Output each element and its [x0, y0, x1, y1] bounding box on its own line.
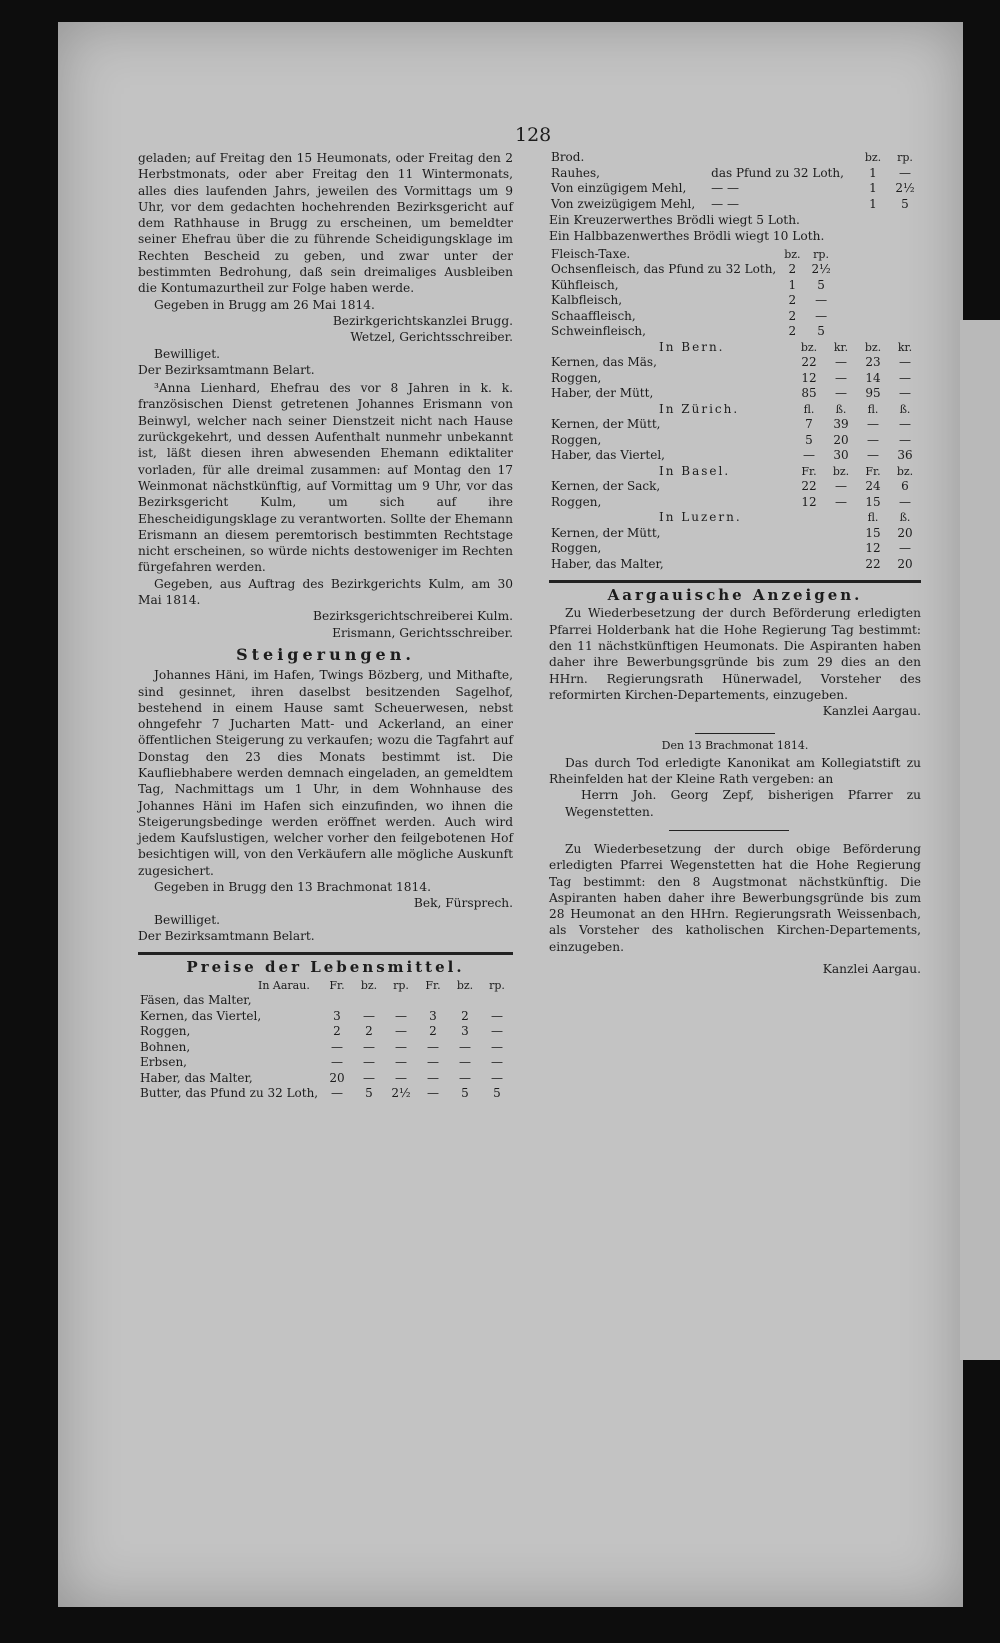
price-value: 24	[865, 479, 881, 494]
price-row	[549, 166, 921, 182]
price-row	[549, 197, 921, 213]
unit: rp.	[813, 247, 829, 261]
short-divider	[695, 733, 775, 734]
unit: Fr.	[425, 978, 441, 992]
item-name: Schaaffleisch,	[551, 308, 636, 323]
item-name: Kernen, der Mütt,	[551, 417, 661, 432]
section-divider	[549, 580, 921, 583]
price-value: —	[899, 165, 911, 180]
zurich-label: In Zürich.	[659, 401, 740, 416]
unit: fl.	[867, 511, 879, 525]
item-name: Fäsen, das Malter,	[140, 993, 252, 1008]
price-value: 12	[801, 370, 817, 385]
price-value: 22	[865, 556, 881, 571]
price-value: 2½	[811, 262, 831, 277]
wegenstetten-notice: Zu Wiederbesetzung der durch obige Beförderung erledigten Pfarrei Wegenstetten hat die Hohe Regierung Tag bestimmt: den 8 Augstmonat nächstkünftig. Die Aspiranten haben daher ihre Bewerbungsgründe bis zum 28 Heumonat an den HHrn. Regierungsrath Weissenbach, als Vorsteher des katholischen Kirchen-Departements, einzugeben.	[549, 841, 921, 954]
unit: Fr.	[329, 978, 345, 992]
unit: bz.	[784, 247, 801, 261]
price-value: —	[427, 1039, 439, 1054]
price-value: —	[899, 417, 911, 432]
price-value: —	[395, 1055, 407, 1070]
unit: fl.	[867, 402, 879, 416]
price-value: —	[427, 1055, 439, 1070]
unit: bz.	[800, 340, 818, 354]
price-value: —	[491, 1008, 503, 1023]
zurich-price-table	[549, 402, 921, 464]
item-name: Rauhes,	[551, 165, 600, 180]
unit: bz.	[360, 978, 378, 992]
auction-official: Der Bezirksamtmann Belart.	[138, 928, 315, 943]
notice-kulm-clerk: Erismann, Gerichtsschreiber.	[332, 625, 513, 640]
page-number: 128	[515, 124, 552, 146]
price-value: 3	[429, 1008, 437, 1023]
bern-label: In Bern.	[659, 339, 725, 354]
price-value: —	[835, 479, 847, 494]
price-value: —	[835, 355, 847, 370]
price-value: 5	[461, 1086, 469, 1101]
price-value: 5	[365, 1086, 373, 1101]
price-value: 20	[833, 432, 849, 447]
item-name: Von zweizügigem Mehl,	[551, 196, 696, 211]
auction-approved: Bewilliget.	[154, 912, 220, 927]
price-value: —	[835, 386, 847, 401]
item-name: Kernen, der Sack,	[551, 479, 661, 494]
unit: bz.	[832, 464, 850, 478]
price-row	[138, 1086, 513, 1102]
price-value	[353, 993, 385, 1009]
auction-text: Johannes Häni, im Hafen, Twings Bözberg, und Mithafte, sind gesinnet, ihren daselbst besitzenden Sagelhof, bestehend in einem Hause samt Scheuerwesen, nebst ohngefehr 7 Jucharten Matt- und Ackerland, an einer öffentlichen Steigerung zu verkaufen; wozu die Tagfahrt auf Donstag den 23 dies Monats bestimmt ist. Die Kaufliebhabere werden demnach eingeladen, an gemeldtem Tag, Nachmittags um 1 Uhr, in dem Wohnhause des Johannes Häni im Hafen sich einzufinden, wo ihnen die Steigerungsbedinge werden eröffnet werden. Auch wird jedem Kaufslustigen, welcher vorher den feilgebotenen Hof besichtigen will, von den Verkäufern alle mögliche Auskunft zugesichert.	[138, 668, 513, 878]
price-value: 12	[865, 541, 881, 556]
price-row	[138, 1055, 513, 1071]
price-row	[138, 1071, 513, 1087]
item-name: Kernen, das Mäs,	[551, 355, 657, 370]
price-value: 2½	[391, 1086, 411, 1101]
price-value: 1	[869, 181, 877, 195]
aarau-label: In Aarau.	[258, 978, 310, 992]
price-row	[549, 479, 921, 495]
price-value: —	[363, 1008, 375, 1023]
unit: bz.	[864, 340, 882, 354]
price-row	[138, 1040, 513, 1056]
price-value: 22	[801, 355, 817, 370]
price-row	[549, 386, 921, 402]
item-note: — —	[711, 196, 739, 211]
notice-brugg-official: Der Bezirksamtmann Belart.	[138, 362, 315, 377]
price-value: —	[363, 1070, 375, 1085]
price-value: 2	[461, 1008, 469, 1023]
price-value: 2	[429, 1024, 437, 1039]
price-value: —	[427, 1070, 439, 1085]
price-value: —	[491, 1039, 503, 1054]
price-value	[321, 993, 353, 1009]
bread-label: Brod.	[551, 150, 585, 164]
item-note: — —	[711, 181, 739, 195]
price-value: 2	[788, 324, 797, 339]
notice-date: Den 13 Brachmonat 1814.	[661, 739, 809, 753]
notice-brugg-office: Bezirkgerichtskanzlei Brugg.	[332, 313, 513, 328]
bread-price-table	[549, 150, 921, 212]
unit: rp.	[393, 978, 409, 992]
folded-page-edge	[960, 320, 1000, 1360]
price-value	[449, 993, 481, 1009]
bread-weight-note-2: Ein Halbbazenwerthes Brödli wiegt 10 Loth.	[549, 229, 825, 244]
price-value: 20	[897, 556, 913, 571]
item-name: Erbsen,	[140, 1055, 187, 1070]
price-value: —	[459, 1039, 471, 1054]
price-value	[385, 993, 417, 1009]
meat-label: Fleisch-Taxe.	[551, 246, 631, 261]
unit: bz.	[896, 464, 914, 478]
price-value: 14	[865, 370, 881, 385]
unit: kr.	[897, 340, 913, 354]
price-value	[481, 993, 513, 1009]
price-row	[549, 417, 921, 433]
price-row	[549, 309, 921, 325]
item-name: Butter, das Pfund zu 32 Loth,	[140, 1086, 319, 1101]
unit: ß.	[899, 402, 911, 416]
price-value: 3	[333, 1008, 341, 1023]
price-value: —	[395, 1039, 407, 1054]
unit: bz.	[864, 151, 882, 164]
price-value: —	[899, 494, 911, 509]
item-name: Haber, das Malter,	[140, 1070, 253, 1085]
basel-price-table	[549, 464, 921, 511]
price-value: 2	[333, 1024, 341, 1039]
item-name: Haber, das Viertel,	[551, 448, 665, 463]
price-value: 15	[865, 525, 881, 540]
price-value: —	[899, 370, 911, 385]
item-name: Kühfleisch,	[551, 277, 619, 292]
price-value: 85	[801, 386, 817, 401]
notice-brugg-approved: Bewilliget.	[154, 346, 220, 361]
item-name: Ochsenfleisch, das Pfund zu 32 Loth,	[551, 262, 777, 277]
item-name: Schweinfleisch,	[551, 324, 646, 339]
notice-kulm-text: ³Anna Lienhard, Ehefrau des vor 8 Jahren in k. k. französischen Dienst getretenen Johannes Erismann von Beinwyl, welcher nach seiner Dienstzeit nicht nach Hause zurückgekehrt, und dessen Aufenthalt nunmehr unbekannt ist, läßt diesen ihren abwesenden Ehemann ediktaliter vorladen, für alle dreimal zusammen: auf Montag den 17 Weinmonat nächstkünftig, auf Vormittag um 9 Uhr, vor das Bezirksgericht Kulm, um sich auf ihre Ehescheidigungsklage zu verantworten. Sollte der Ehemann Erismann an diesem peremtorisch bestimmten Rechtstage nicht erscheinen, so würde nichts destoweniger im Rechten fürgefahren werden.	[138, 381, 513, 575]
price-value: 23	[865, 355, 881, 370]
notice-brugg-clerk: Wetzel, Gerichtsschreiber.	[350, 330, 513, 345]
auctions-heading: Steigerungen.	[236, 644, 415, 664]
price-value: 3	[461, 1024, 469, 1039]
price-value: —	[867, 432, 879, 447]
price-row	[549, 433, 921, 449]
price-row	[549, 293, 921, 309]
item-name: Bohnen,	[140, 1039, 191, 1054]
price-value: —	[491, 1055, 503, 1070]
item-name: Kernen, der Mütt,	[551, 525, 661, 540]
price-row	[138, 1024, 513, 1040]
price-row	[549, 541, 921, 557]
auction-date: Gegeben in Brugg den 13 Brachmonat 1814.	[154, 880, 431, 895]
price-value: 20	[897, 525, 913, 540]
item-name: Roggen,	[551, 432, 602, 447]
price-value: —	[331, 1055, 343, 1070]
luzern-price-table	[549, 510, 921, 572]
auction-signature: Bek, Fürsprech.	[413, 896, 513, 911]
price-value: —	[363, 1055, 375, 1070]
price-value: 1	[869, 165, 877, 180]
price-value: 2	[788, 308, 797, 323]
price-value: —	[803, 448, 815, 463]
unit: rp.	[897, 151, 913, 164]
notice-kulm-office: Bezirksgerichtschreiberei Kulm.	[313, 609, 513, 624]
item-name: Roggen,	[551, 541, 602, 556]
price-value: 5	[817, 277, 825, 292]
unit: ß.	[899, 511, 911, 525]
price-value: 1	[869, 196, 877, 211]
price-value: —	[867, 448, 879, 463]
price-value	[417, 993, 449, 1009]
price-row	[549, 371, 921, 387]
price-value: —	[395, 1024, 407, 1039]
item-name: Haber, das Malter,	[551, 556, 664, 571]
notice-brugg-date: Gegeben in Brugg am 26 Mai 1814.	[154, 297, 375, 312]
price-value: —	[835, 370, 847, 385]
rheinfelden-notice: Das durch Tod erledigte Kanonikat am Kollegiatstift zu Rheinfelden hat der Kleine Rath vergeben: an	[549, 755, 921, 787]
unit: bz.	[456, 978, 474, 992]
holderbank-signature: Kanzlei Aargau.	[822, 704, 921, 719]
food-prices-heading: Preise der Lebensmittel.	[186, 958, 465, 977]
price-row	[138, 993, 513, 1009]
price-value: —	[899, 355, 911, 370]
unit: kr.	[833, 340, 849, 354]
price-row	[138, 1009, 513, 1025]
price-value: —	[835, 494, 847, 509]
price-value: 12	[801, 494, 817, 509]
right-column	[549, 150, 921, 977]
item-name: Haber, der Mütt,	[551, 386, 654, 401]
price-value: 2½	[895, 181, 915, 195]
bread-weight-note-1: Ein Kreuzerwerthes Brödli wiegt 5 Loth.	[549, 213, 800, 227]
notice-kulm-date: Gegeben, aus Auftrag des Bezirkgerichts Kulm, am 30 Mai 1814.	[138, 576, 513, 608]
basel-label: In Basel.	[659, 463, 731, 478]
meat-price-table	[549, 247, 921, 340]
item-name: Roggen,	[551, 494, 602, 509]
section-divider	[138, 952, 513, 955]
price-value: 39	[833, 417, 849, 432]
price-row	[549, 262, 921, 278]
price-row	[549, 495, 921, 511]
price-value: —	[899, 432, 911, 447]
item-name: Roggen,	[140, 1024, 191, 1039]
price-value: —	[491, 1024, 503, 1039]
price-value: 20	[329, 1070, 345, 1085]
price-value: 5	[493, 1086, 501, 1101]
price-value: —	[395, 1008, 407, 1023]
price-value: —	[331, 1039, 343, 1054]
item-name: Von einzügigem Mehl,	[551, 181, 687, 195]
price-value: —	[815, 293, 828, 308]
price-value: —	[815, 308, 828, 323]
item-note: das Pfund zu 32 Loth,	[711, 165, 844, 180]
price-value: —	[867, 417, 879, 432]
price-value: 2	[788, 293, 797, 308]
appointee-name: Herrn Joh. Georg Zepf, bisherigen Pfarrer zu Wegenstetten.	[565, 788, 921, 819]
price-value: —	[427, 1086, 439, 1101]
left-column	[138, 150, 513, 1102]
price-row	[549, 181, 921, 197]
price-row	[549, 557, 921, 573]
price-value: —	[899, 541, 911, 556]
price-value: 15	[865, 494, 881, 509]
price-value: 6	[901, 479, 909, 494]
price-value: —	[491, 1070, 503, 1085]
price-row	[549, 278, 921, 294]
price-value: 2	[365, 1024, 373, 1039]
wegenstetten-signature: Kanzlei Aargau.	[822, 962, 921, 977]
unit: rp.	[489, 978, 505, 992]
price-value: —	[331, 1086, 343, 1101]
price-value: 5	[805, 432, 813, 447]
aarau-price-table	[138, 978, 513, 1102]
price-value: 5	[901, 196, 909, 211]
item-name: Kernen, das Viertel,	[140, 1008, 262, 1023]
short-divider	[669, 830, 789, 831]
price-value: 22	[801, 479, 817, 494]
aargau-notices-heading: Aargauische Anzeigen.	[607, 586, 863, 605]
unit: Fr.	[801, 464, 817, 478]
price-row	[549, 526, 921, 542]
price-value: 36	[897, 448, 913, 463]
price-value: 1	[788, 277, 797, 292]
unit: Fr.	[865, 464, 881, 478]
notice-brugg-text: geladen; auf Freitag den 15 Heumonats, oder Freitag den 2 Herbstmonats, oder aber Freitag den 11 Wintermonats, alles dies laufenden Jahrs, jeweilen des Vormittags um 9 Uhr, vor dem gedachten hochehrenden Bezirksgericht auf dem Rathhause in Brugg zu erscheinen, um bemeldter seiner Ehefrau über die zu führende Scheidigungsklage im Rechten Bescheid zu geben, und zwar unter der bestimmten Bedrohung, daß sein dreimaliges Ausbleiben die Kontumazurtheil zur Folge haben werde.	[138, 151, 513, 296]
unit: fl.	[803, 402, 815, 416]
price-value: 95	[865, 386, 881, 401]
item-name: Roggen,	[551, 370, 602, 385]
price-value: —	[459, 1055, 471, 1070]
price-value: 30	[833, 448, 849, 463]
price-value: 2	[788, 262, 797, 277]
bern-price-table	[549, 340, 921, 402]
unit: ß.	[835, 402, 847, 416]
price-value: —	[899, 386, 911, 401]
price-value: —	[459, 1070, 471, 1085]
price-value: —	[395, 1070, 407, 1085]
price-row	[549, 355, 921, 371]
luzern-label: In Luzern.	[659, 510, 742, 525]
price-value: —	[363, 1039, 375, 1054]
price-value: 7	[805, 417, 813, 432]
holderbank-notice: Zu Wiederbesetzung der durch Beförderung erledigten Pfarrei Holderbank hat die Hohe Regierung Tag bestimmt: den 11 nächstkünftigen Heumonats. Die Aspiranten haben daher ihre Bewerbungsgründe bis zum 29 dies an den HHrn. Regierungsrath Hünerwadel, Vorsteher des reformirten Kirchen-Departements, einzugeben.	[549, 606, 921, 702]
item-name: Kalbfleisch,	[551, 293, 623, 308]
price-value: 5	[817, 324, 825, 339]
price-row	[549, 324, 921, 340]
price-row	[549, 448, 921, 464]
